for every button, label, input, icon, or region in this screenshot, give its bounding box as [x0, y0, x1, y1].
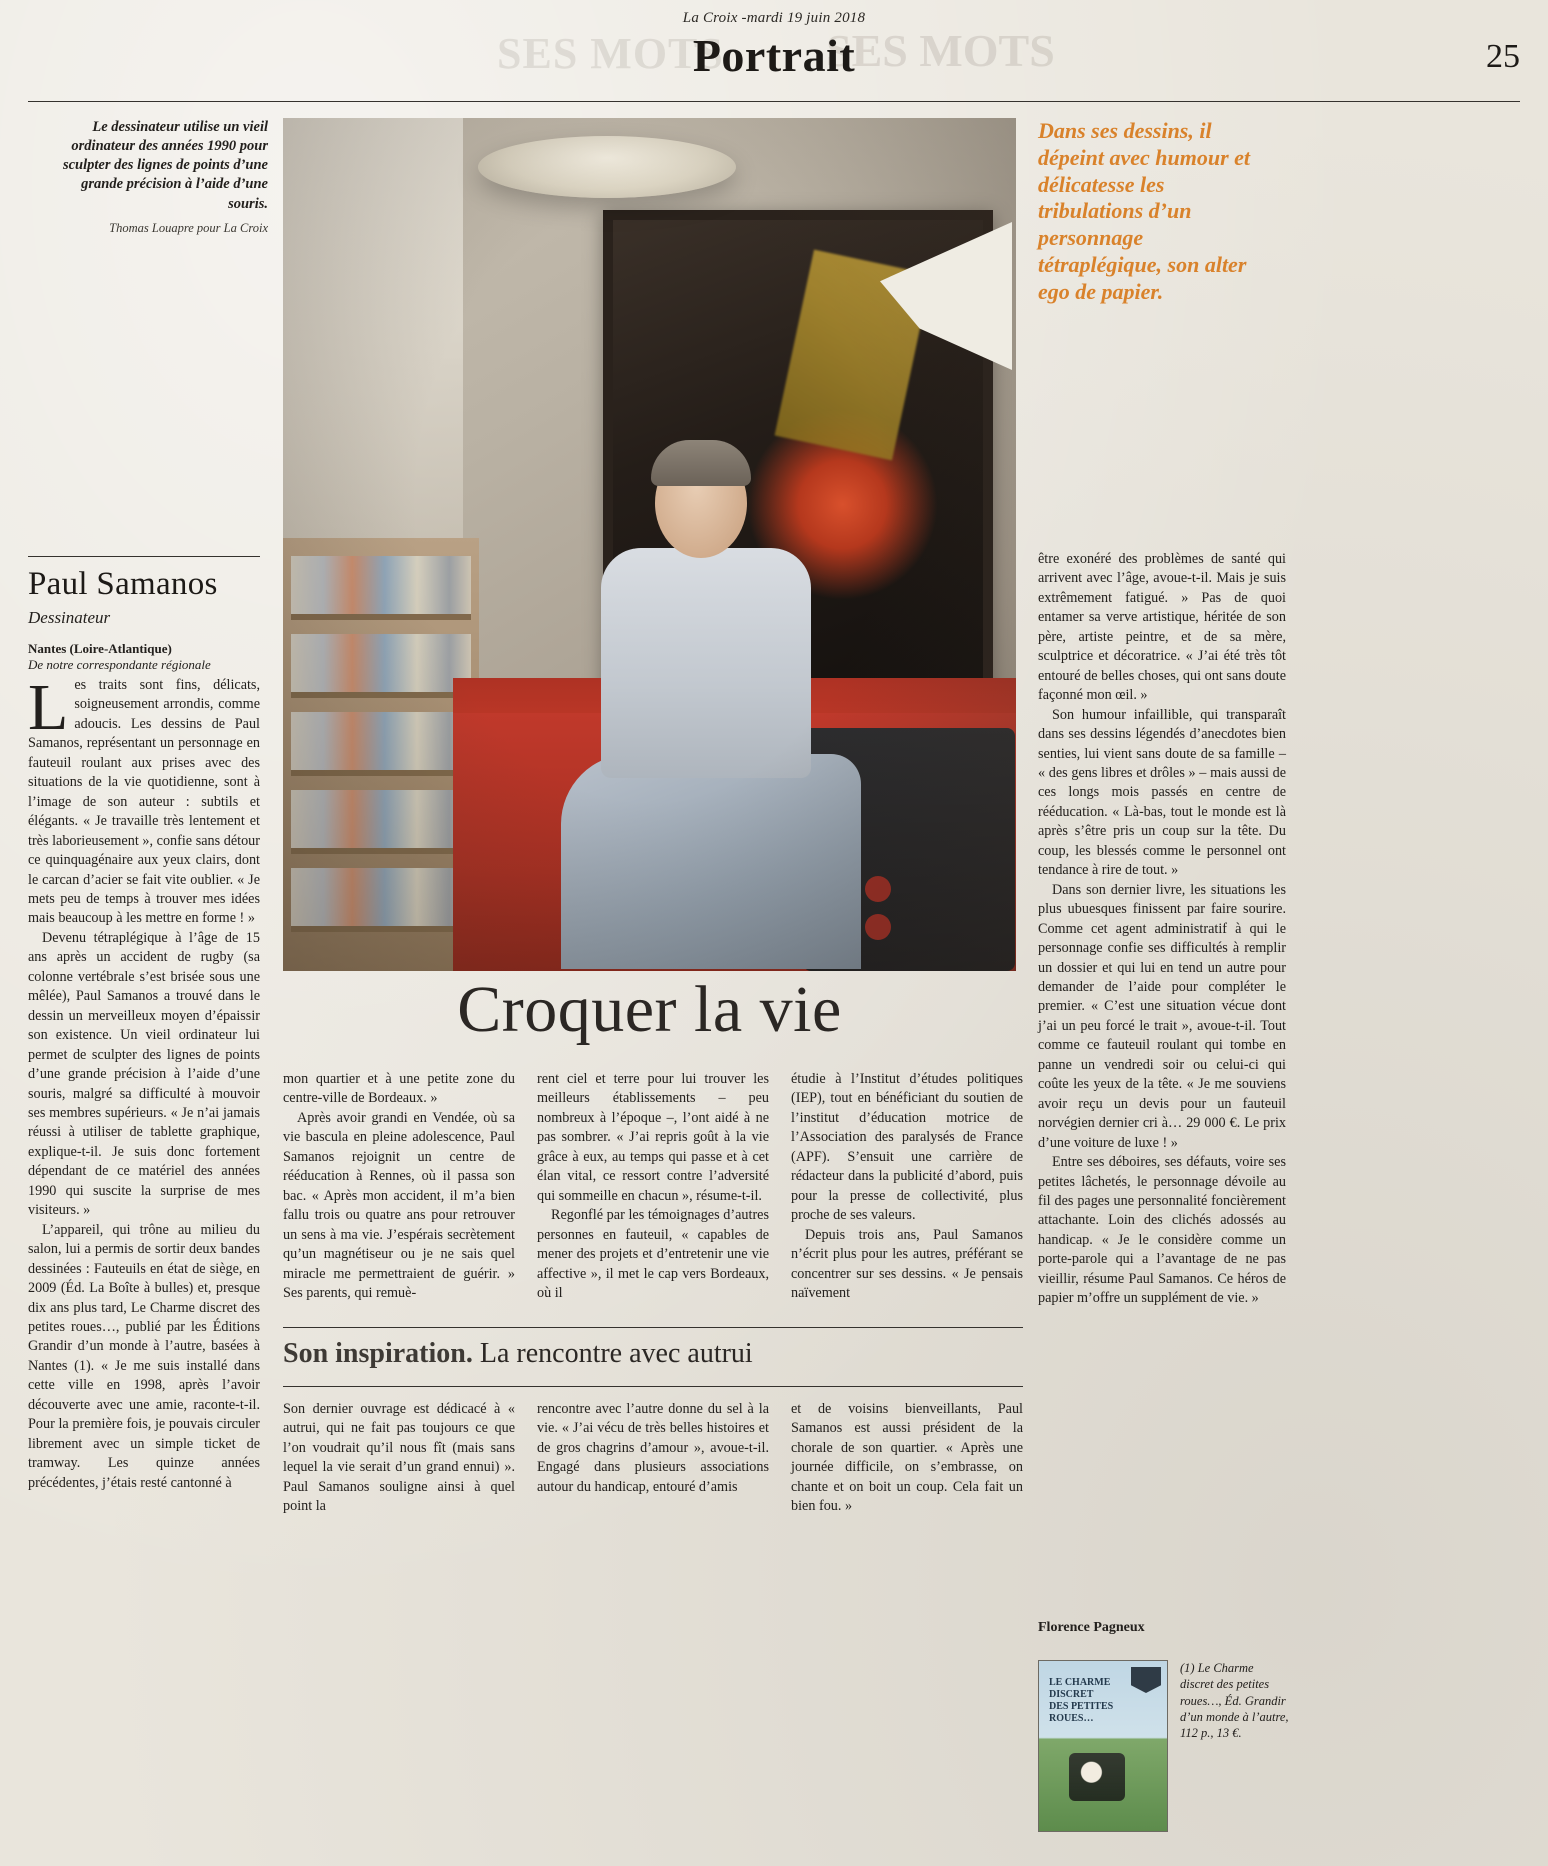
paragraph: Les traits sont fins, délicats, soigneusement arrondis, comme adoucis. Les dessins de Paul Samanos, représentant un personnage en fauteuil roulant aux prises avec des situations de la vie quotidienne, sont à l’image de son auteur : subtils et élégants. « Je travaille très lentement et très laborieusement », confie sans détour ce quinquagénaire aux yeux clairs, dont le carcan d’acier se fait vite oublier. « Je mets peu de temps à trouver mes idées mais beaucoup à les mettre en forme ! »: [28, 671, 260, 927]
inspiration-column-1: [283, 1400, 515, 1517]
subject-name: Paul Samanos: [28, 566, 218, 602]
masthead: [0, 10, 1548, 82]
book-cover-image: [1038, 1660, 1168, 1832]
paragraph: Depuis trois ans, Paul Samanos n’écrit plus pour les autres, préférant se concentrer sur ses dessins. « Je pensais naïvement: [791, 1226, 1023, 1301]
inspiration-divider-bottom: [283, 1386, 1023, 1387]
ghost-text-right: SES MOTS: [826, 25, 1055, 76]
ghost-column: [1038, 400, 1250, 419]
page-number: 25: [1486, 38, 1520, 75]
book-title-line-2: DES PETITES ROUES…: [1049, 1701, 1114, 1724]
paragraph: Son humour infaillible, qui transparaît dans ses dessins légendés d’anecdotes bien senties, lui vient sans doute de sa famille – « des gens libres et drôles » – mais aussi de ces longs mois passés en centre de rééducation. « Là-bas, tout le monde est là après s’être pris un coup sur la tête. Du coup, les blessés comme le personnel ont tendance à rire de tout. »: [1038, 706, 1286, 879]
paragraph: mon quartier et à une petite zone du centre-ville de Bordeaux. »: [283, 1071, 515, 1107]
paragraph: rent ciel et terre pour lui trouver les meilleurs établissements – peu nombreux à l’époque –, l’ont aidé à ne pas sombrer. « J’ai repris goût à la vie grâce à eux, au temps qui passe et à cet élan vital, ce ressort contre l’adversité qui sommeille en chacun », résume-t-il.: [537, 1071, 769, 1204]
article-headline: Croquer la vie: [457, 973, 842, 1046]
paragraph: étudie à l’Institut d’études politiques (IEP), tout en bénéficiant du soutien de l’institut d’éducation motrice de l’Association des paralysés de France (APF). S’ensuit une carrière de rédacteur dans la publicité d’abord, puis pour la presse de collectivité, plus proche de ses valeurs.: [791, 1071, 1023, 1224]
paragraph: Son dernier ouvrage est dédicacé à « autrui, qui ne fait pas toujours ce que l’on voudrait qu’il nous fît (mais sans lequel la vie serait d’un grand ennui) ». Paul Samanos souligne ainsi à quel point la: [283, 1401, 515, 1515]
book-cover-figure: [1069, 1753, 1125, 1801]
paragraph: L’appareil, qui trône au milieu du salon, lui a permis de sortir deux bandes dessinées : Fauteuils en état de siège, en 2009 (Éd. La Boîte à bulles) et, presque dix ans plus tard, Le Charme discret des petites roues…, publié par les Éditions Grandir d’un monde à l’autre, basées à Nantes (1). « Je me suis installé dans cette ville en 1998, après l’avoir découverte avec une amie, raconte-t-il. Pour la première fois, je pouvais circuler librement avec un simple ticket de tramway. Les quinze années précédentes, j’étais resté cantonné à: [28, 1221, 260, 1491]
pull-quote: Dans ses dessins, il dépeint avec humour et délicatesse les tribulations d’un personnage tétraplégique, son alter ego de papier.: [1038, 118, 1251, 304]
inspiration-heading: [283, 1338, 1023, 1370]
body-column-3: [791, 1070, 1023, 1303]
book-caption: (1) Le Charme discret des petites roues…, Éd. Grandir d’un monde à l’autre, 112 p., 13 €.: [1180, 1661, 1289, 1740]
paragraph: et de voisins bienveillants, Paul Samanos est aussi président de la chorale de son quartier. « Après une journée difficile, on s’embrasse, on chante et on boit un coup. Cela fait un bien fou. »: [791, 1401, 1023, 1515]
dateline-correspondent: De notre correspondante régionale: [28, 657, 211, 672]
photo-credit: Thomas Louapre pour La Croix: [109, 220, 268, 235]
section-title: Portrait: [692, 30, 856, 81]
portrait-photo: [283, 118, 1016, 971]
book-badge-icon: [1131, 1667, 1161, 1693]
paragraph: Entre ses déboires, ses défauts, voire ses petites lâchetés, le personnage dévoile au fil des pages une personnalité foncièrement attachante. Loin des clichés adossés au handicap. « Je le considère comme un porte-parole qui a l’avantage de ne pas vieillir, résume Paul Samanos. Ce héros de papier m’offre un supplément de vie. »: [1038, 1154, 1286, 1307]
inspiration-text: La rencontre avec autrui: [479, 1338, 753, 1369]
paragraph: Regonflé par les témoignages d’autres personnes en fauteuil, « capables de mener des projets et d’entretenir une vie affective », il met le cap vers Bordeaux, où il: [537, 1207, 769, 1301]
body-column-right: [1038, 550, 1286, 1309]
masthead-date: La Croix -mardi 19 juin 2018: [682, 10, 866, 26]
paragraph: être exonéré des problèmes de santé qui arrivent avec l’âge, avoue-t-il. Mais je suis extrêmement fatigué. » Pas de quoi entamer sa verve artistique, héritée de son père, artiste peintre, et de sa mère, sculptrice et décoratrice. « J’ai été très tôt entouré de belles choses, qui ont sans doute façonné mon œil. »: [1038, 551, 1286, 704]
book-cover-title: [1049, 1677, 1133, 1725]
inspiration-column-2: [537, 1400, 769, 1497]
paragraph: Devenu tétraplégique à l’âge de 15 ans après un accident de rugby (sa colonne vertébrale s’est brisée sous une mêlée), Paul Samanos a trouvé dans le dessin un merveilleux moyen d’épaissir son existence. Un vieil ordinateur lui permet de sculpter des lignes de points d’une grande précision à l’aide d’une souris, malgré sa difficulté à mouvoir ses membres supérieurs. « Je n’ai jamais réussi à utiliser de tablette graphique, explique-t-il. Je suis donc fortement dépendant de ce matériel des années 1990 qui suscite la surprise de mes visiteurs. »: [28, 929, 260, 1219]
body-column-2: [537, 1070, 769, 1303]
photo-caption-text: Le dessinateur utilise un vieil ordinateur des années 1990 pour sculpter des lignes de points d’une grande précision à l’aide d’une souris.: [62, 119, 268, 212]
paragraph: Dans son dernier livre, les situations les plus ubuesques finissent par faire sourire. Comme cet agent administratif à qui le personnage confie ses difficultés à remplir un dossier et qui lui en tend un autre pour demander de l’aide pour compléter le premier. « C’est une situation vécue dont j’ai un peu forcé le trait », avoue-t-il. Tout comme ce fauteuil roulant qui tombe en panne un vendredi soir ou celui-ci qui coûte les yeux de la tête. « Je me souviens avoir reçu un devis pour un fauteuil norvégien dernier cri à… 29 000 €. Le prix d’une voiture de luxe ! »: [1038, 881, 1286, 1151]
inspiration-column-3: [791, 1400, 1023, 1517]
body-column-left: [28, 671, 260, 1493]
article-byline: Florence Pagneux: [1038, 1620, 1145, 1635]
inspiration-label: Son inspiration.: [283, 1338, 473, 1369]
ghost-text-left: SES MOTS: [497, 29, 724, 78]
header-divider: [28, 101, 1520, 102]
book-title-line-1: LE CHARME DISCRET: [1049, 1677, 1111, 1700]
photo-vignette: [283, 118, 1016, 971]
photo-caption: [38, 118, 268, 236]
subject-role: Dessinateur: [28, 608, 111, 627]
inspiration-divider-top: [283, 1327, 1023, 1328]
paragraph: Après avoir grandi en Vendée, où sa vie bascula en pleine adolescence, Paul Samanos rejoignit un centre de rééducation à Rennes, où il passa son bac. « Après mon accident, il m’a bien fallu trois ou quatre ans pour retrouver un sens à ma vie. J’espérais secrètement qu’un magnétiseur ou je ne sais quel miracle me permettraient de guérir. » Ses parents, qui remuè-: [283, 1109, 515, 1301]
paragraph: rencontre avec l’autre donne du sel à la vie. « J’ai vécu de très belles histoires et de gros chagrins d’amour », avoue-t-il. Engagé dans plusieurs associations autour du handicap, entouré d’amis: [537, 1401, 769, 1495]
body-column-1: [283, 1070, 515, 1303]
dateline-place: Nantes (Loire-Atlantique): [28, 641, 172, 656]
subject-divider: [28, 556, 260, 557]
